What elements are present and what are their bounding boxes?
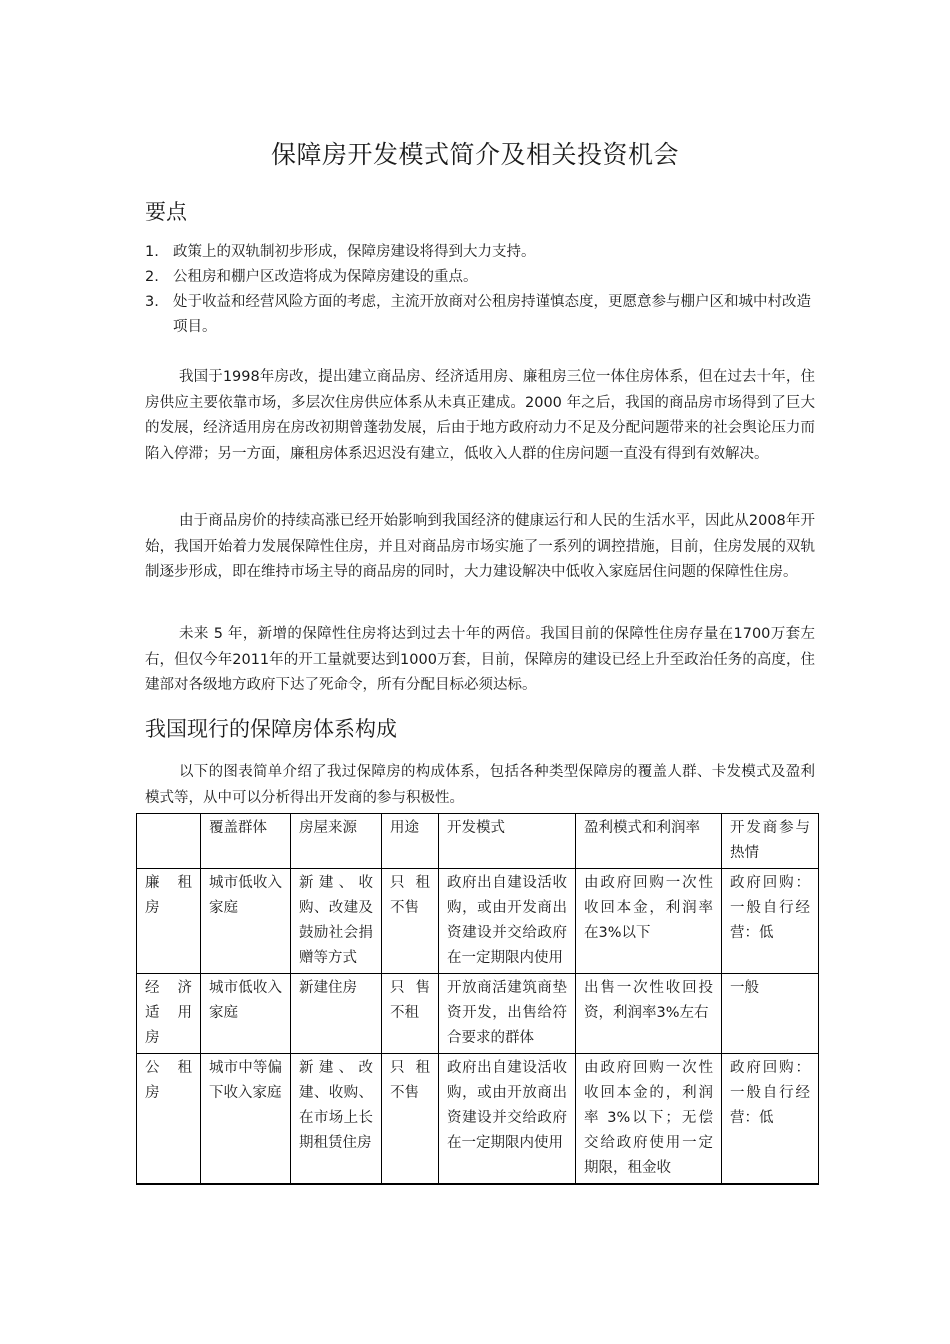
section-intro-paragraph: 以下的图表简单介绍了我过保障房的构成体系，包括各种类型保障房的覆盖人群、卡发模式及盈利模式等，从中可以分析得出开发商的参与积极性。: [145, 764, 815, 806]
list-item: [145, 240, 815, 265]
table-cell: 出售一次性收回投资，利润率3%左右: [576, 974, 722, 1054]
table-cell: 政府回购：一般自行经营：低: [722, 1054, 819, 1185]
document-title: 保障房开发模式简介及相关投资机会: [270, 140, 679, 169]
table-header-cell: 房屋来源: [291, 814, 382, 869]
table-header-cell: 盈利模式和利润率: [576, 814, 722, 869]
table-row: [137, 1054, 819, 1185]
body-paragraph: 未来 5 年，新增的保障性住房将达到过去十年的两倍。我国目前的保障性住房存量在1700万套左右，但仅今年2011年的开工量就要达到1000万套，目前，保障房的建设已经上升至政治任务的高度，住建部对各级地方政府下达了死命令，所有分配目标必须达标。: [145, 626, 815, 694]
table-header-cell: 用途: [382, 814, 439, 869]
list-item-text: 处于收益和经营风险方面的考虑，主流开放商对公租房持谨慎态度，更愿意参与棚户区和城中村改造项目。: [173, 294, 811, 335]
list-item-number: 2.: [145, 269, 159, 285]
table-cell: 廉 租房: [137, 869, 201, 974]
table-cell: 新建住房: [291, 974, 382, 1054]
table-cell: 城市低收入家庭: [201, 869, 291, 974]
list-item-number: 1.: [145, 244, 159, 260]
table-cell: 城市中等偏下收入家庭: [201, 1054, 291, 1185]
table-cell: 新建、改建、收购、在市场上长期租赁住房: [291, 1054, 382, 1185]
list-item: [145, 290, 815, 340]
section-heading-key-points: 要点: [145, 200, 187, 224]
list-item-text: 公租房和棚户区改造将成为保障房建设的重点。: [173, 269, 478, 285]
table-cell: 由政府回购一次性收回本金的，利润率 3%以下；无偿交给政府使用一定期限，租金收: [576, 1054, 722, 1185]
list-item: [145, 265, 815, 290]
table-cell: 政府回购：一般自行经营：低: [722, 869, 819, 974]
table-cell: 新建、收购、改建及鼓励社会捐赠等方式: [291, 869, 382, 974]
table-cell: 政府出自建设活收购，或由开放商出资建设并交给政府在一定期限内使用: [439, 1054, 576, 1185]
table-row: [137, 974, 819, 1054]
body-paragraph: 由于商品房价的持续高涨已经开始影响到我国经济的健康运行和人民的生活水平，因此从2008年开始，我国开始着力发展保障性住房，并且对商品房市场实施了一系列的调控措施，目前，住房发展的双轨制逐步形成，即在维持市场主导的商品房的同时，大力建设解决中低收入家庭居住问题的保障性住房。: [145, 513, 815, 581]
key-points-list: [145, 240, 815, 340]
table-header-cell: [137, 814, 201, 869]
list-item-number: 3.: [145, 294, 159, 310]
table-cell: 只售不租: [382, 974, 439, 1054]
table-cell: 城市低收入家庭: [201, 974, 291, 1054]
table-cell: 由政府回购一次性收回本金，利润率在3%以下: [576, 869, 722, 974]
table-cell: 政府出自建设活收购，或由开发商出资建设并交给政府在一定期限内使用: [439, 869, 576, 974]
table-cell: 只租不售: [382, 1054, 439, 1185]
table-header-cell: 覆盖群体: [201, 814, 291, 869]
table-cell: 只租不售: [382, 869, 439, 974]
list-item-text: 政策上的双轨制初步形成，保障房建设将得到大力支持。: [173, 244, 536, 260]
housing-system-table: [136, 813, 819, 1185]
table-cell: 开放商活建筑商垫资开发，出售给符合要求的群体: [439, 974, 576, 1054]
section-heading-system: 我国现行的保障房体系构成: [145, 717, 397, 741]
table-cell: 一般: [722, 974, 819, 1054]
table-row: [137, 869, 819, 974]
table-header-cell: 开发商参与热情: [722, 814, 819, 869]
table-cell: 经 济适 用房: [137, 974, 201, 1054]
table-cell: 公 租房: [137, 1054, 201, 1185]
table-header-cell: 开发模式: [439, 814, 576, 869]
table-header-row: [137, 814, 819, 869]
body-paragraph: 我国于1998年房改，提出建立商品房、经济适用房、廉租房三位一体住房体系，但在过去十年，住房供应主要依靠市场，多层次住房供应体系从未真正建成。2000 年之后，我国的商品房市场得到了巨大的发展，经济适用房在房改初期曾蓬勃发展，后由于地方政府动力不足及分配问题带来的社会舆论压力而陷入停滞；另一方面，廉租房体系迟迟没有建立，低收入人群的住房问题一直没有得到有效解决。: [145, 369, 815, 462]
